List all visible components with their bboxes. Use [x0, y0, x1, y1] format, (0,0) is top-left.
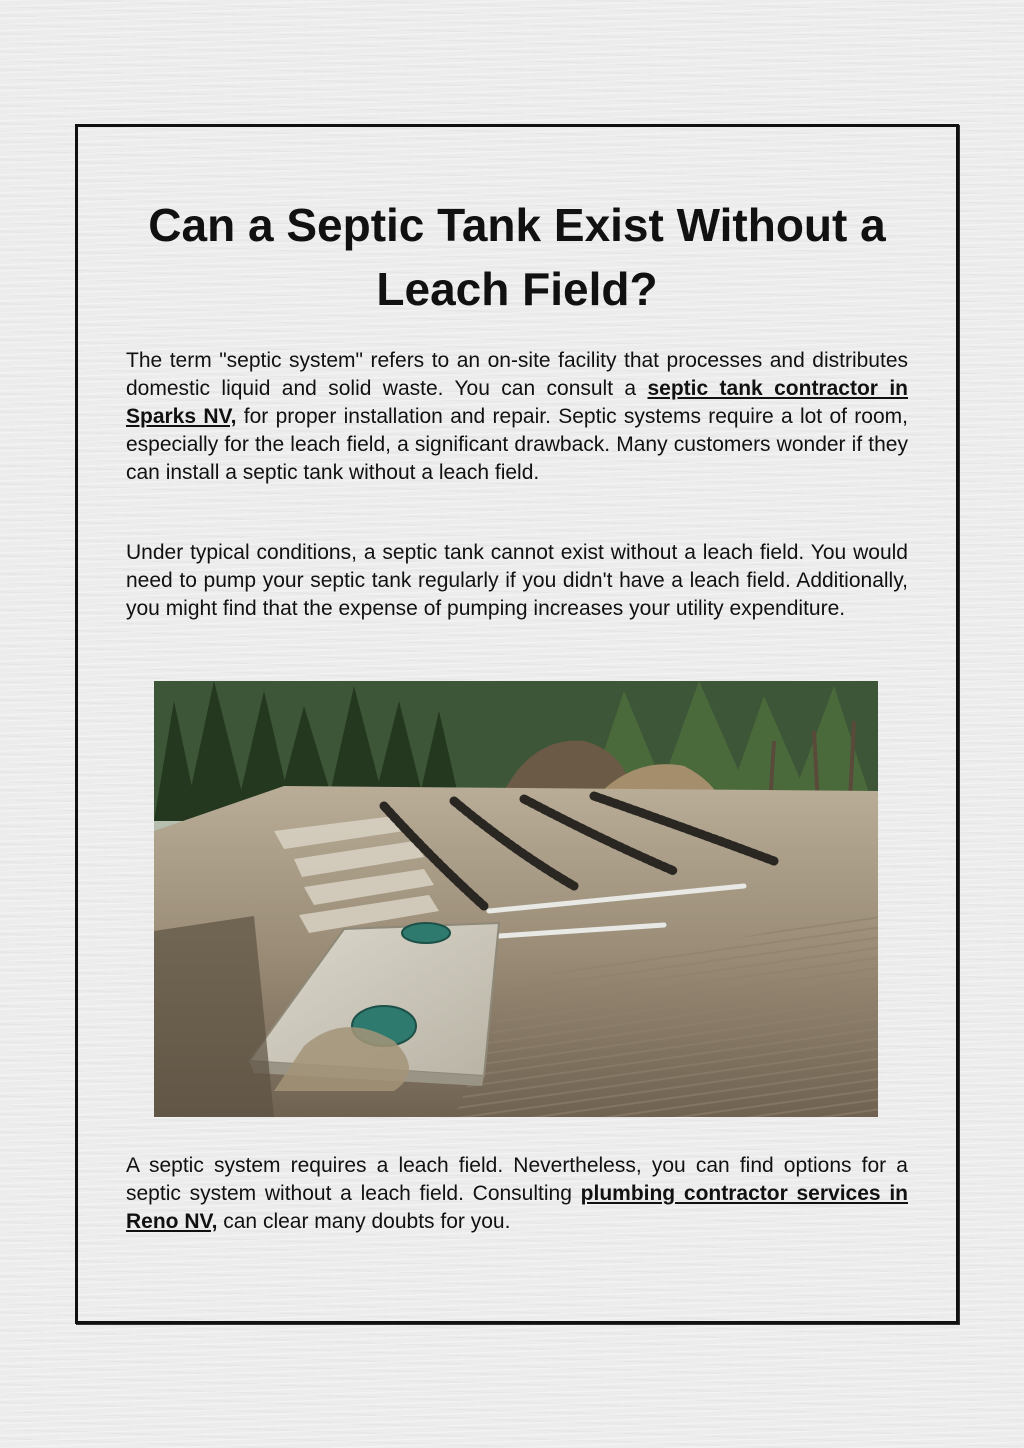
- paragraph-conclusion: [126, 1152, 908, 1236]
- plumbing-contractor-link[interactable]: plumbing contractor services in Reno NV,: [126, 1182, 908, 1233]
- paragraph-conclusion-text-before: A septic system requires a leach field. Nevertheless, you can find options for a septic system without a leach field. Consulting: [126, 1154, 908, 1205]
- paragraph-conclusion-text-after: can clear many doubts for you.: [217, 1210, 511, 1233]
- septic-system-photo: [154, 681, 878, 1117]
- paragraph-intro-text-after: for proper installation and repair. Septic systems require a lot of room, especially for the leach field, a significant drawback. Many customers wonder if they can install a septic tank without a leach field.: [126, 405, 908, 484]
- septic-contractor-link[interactable]: septic tank contractor in Sparks NV,: [126, 377, 908, 428]
- paragraph-intro: [126, 347, 908, 487]
- paragraph-intro-text-before: The term "septic system" refers to an on-site facility that processes and distributes domestic liquid and solid waste. You can consult a: [126, 349, 908, 400]
- paragraph-conditions: Under typical conditions, a septic tank cannot exist without a leach field. You would need to pump your septic tank regularly if you didn't have a leach field. Additionally, you might find that the expense of pumping increases your utility expenditure.: [126, 541, 908, 620]
- septic-installation-illustration: [154, 681, 878, 1117]
- article-title: Can a Septic Tank Exist Without a Leach Field?: [148, 199, 886, 315]
- article-frame: [75, 124, 959, 1324]
